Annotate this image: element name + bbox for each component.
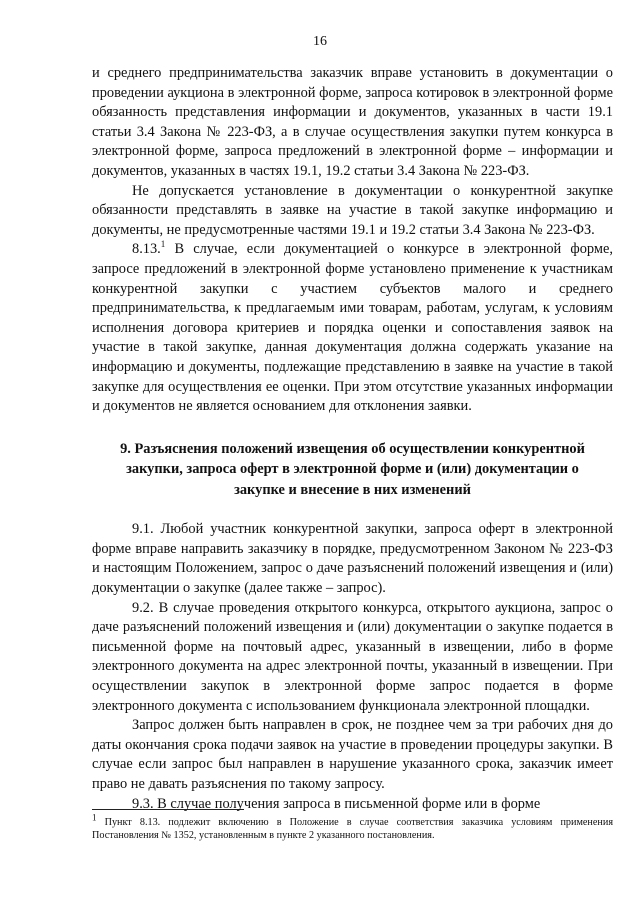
footnote <box>92 812 613 842</box>
paragraph-continuation: и среднего предпринимательства заказчик вправе установить в документации о проведении аукциона в электронной форме, запроса котировок в электронной форме обязанность представления информации и документов, указанных в части 19.1 статьи 3.4 Закона № 223-ФЗ, а в случае осуществления закупки путем конкурса в электронной форме, запроса предложений в электронной форме – информации и документов, указанных в частях 19.1, 19.2 статьи 3.4 Закона № 223-ФЗ. <box>92 65 613 179</box>
section-heading: 9. Разъяснения положений извещения об осуществлении конкурентной закупки, запроса оферт в электронной форме и (или) документации о закупке и внесение в них изменений <box>120 440 585 498</box>
clause-text: В случае, если документацией о конкурсе в электронной форме, запросе предложений в электронной форме установлено применение к участникам конкурентной закупки с участием субъектов малого и среднего предпринимательства, к предлагаемым ими товарам, работам, услугам, к условиям исполнения договора критериев и порядка оценки и сопоставления заявок на участие в такой закупке, данная документация должна содержать указание на информацию и документы, подлежащие представлению в заявке на участие в такой закупке для осуществления ее оценки. При этом отсутствие указанных информации и документов не является основанием для отклонения заявки. <box>92 241 613 415</box>
clause-number: 8.13. <box>132 241 161 258</box>
footnote-separator <box>92 809 244 810</box>
paragraph: Не допускается установление в документации о конкурентной закупке обязанности представлять в заявке на участие в такой закупке информацию и документы, не предусмотренные частями 19.1 и 19.2 статьи 3.4 Закона № 223-ФЗ. <box>92 182 613 238</box>
paragraph-8-13 <box>92 240 613 416</box>
footnote-text: Пункт 8.13. подлежит включению в Положение в случае соответствия заказчика условиям применения Постановления № 1352, установленным в пункте 2 указанного постановления. <box>92 817 613 841</box>
page-number: 16 <box>313 34 327 49</box>
paragraph-9-3: 9.3. В случае получения запроса в письменной форме или в форме <box>132 795 541 812</box>
footnote-mark: 1 <box>92 812 97 823</box>
paragraph: Запрос должен быть направлен в срок, не позднее чем за три рабочих дня до даты окончания срока подачи заявок на участие в проведении процедуры закупки. В случае если запрос был направлен в нарушение указанного срока, заказчик имеет право не давать разъяснения по такому запросу. <box>92 717 613 792</box>
document-body <box>92 64 613 814</box>
paragraph-9-1: 9.1. Любой участник конкурентной закупки, запроса оферт в электронной форме вправе направить заказчику в порядке, предусмотренном Законом № 223-ФЗ и настоящим Положением, запрос о даче разъяснений положений извещения и (или) документации о закупке (далее также – запрос). <box>92 521 613 596</box>
footnote-reference: 1 <box>160 239 166 250</box>
paragraph-9-2: 9.2. В случае проведения открытого конкурса, открытого аукциона, запрос о даче разъяснений положений извещения и (или) документации о закупке подается в письменной форме на почтовый адрес, указанный в извещении, либо в форме электронного документа на адрес электронной почты, указанный в извещении. При осуществлении закупок в электронной форме запрос подается в форме электронного документа с использованием функционала электронной площадки. <box>92 599 613 714</box>
